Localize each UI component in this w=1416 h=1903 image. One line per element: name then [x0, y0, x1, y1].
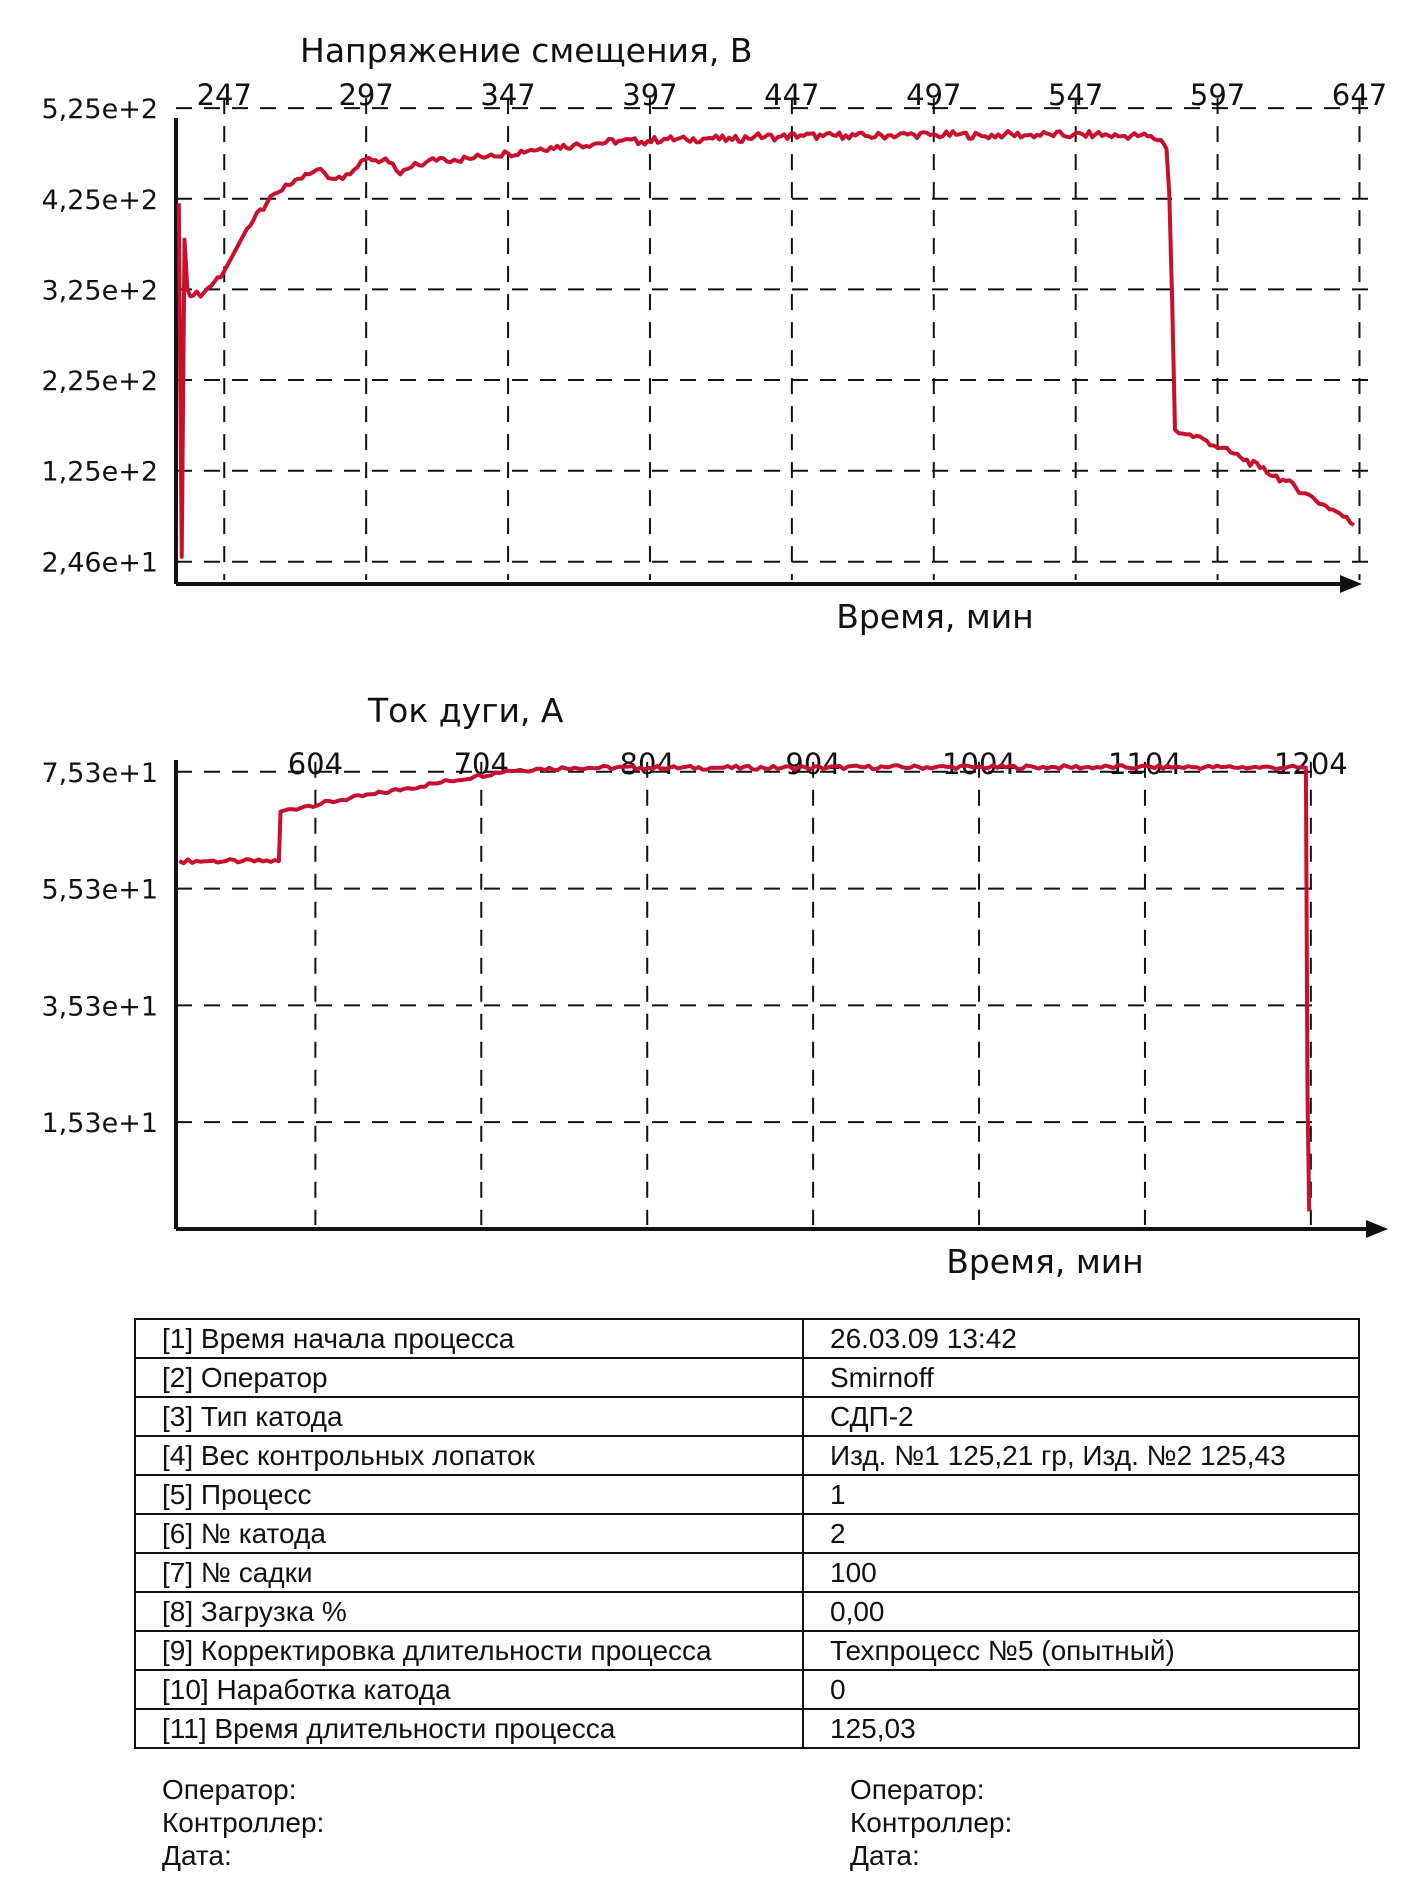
- row-value: Smirnoff: [803, 1358, 1359, 1397]
- row-value: СДП-2: [803, 1397, 1359, 1436]
- x-tick-label: 397: [622, 78, 678, 112]
- row-label: [11] Время длительности процесса: [135, 1709, 803, 1748]
- table-row: [135, 1358, 1359, 1397]
- table-row: [135, 1670, 1359, 1709]
- operator-label: Оператор:: [162, 1774, 297, 1805]
- table-row: [135, 1319, 1359, 1358]
- x-tick-label: 547: [1047, 78, 1104, 112]
- x-tick-label: 1004: [942, 747, 1016, 781]
- controller-label: Контроллер:: [162, 1807, 325, 1838]
- row-value: Изд. №1 125,21 гр, Изд. №2 125,43: [803, 1436, 1359, 1475]
- table-row: [135, 1514, 1359, 1553]
- y-tick-label: 3,25e+2: [41, 275, 158, 307]
- x-tick-label: 597: [1189, 78, 1246, 112]
- chart-title: Напряжение смещения, В: [300, 31, 753, 70]
- x-tick-label: 347: [480, 78, 536, 112]
- y-tick-label: 7,53e+1: [41, 757, 158, 789]
- table-row: [135, 1709, 1359, 1748]
- x-tick-label: 1204: [1273, 747, 1348, 781]
- process-info-table: [134, 1318, 1360, 1749]
- table-row: [135, 1436, 1359, 1475]
- row-label: [5] Процесс: [135, 1475, 803, 1514]
- row-label: [8] Загрузка %: [135, 1592, 803, 1631]
- chart-title: Ток дуги, А: [368, 691, 564, 730]
- y-tick-label: 2,46e+1: [41, 547, 158, 579]
- x-tick-label: 804: [619, 747, 675, 781]
- x-axis-label: Время, мин: [946, 1242, 1144, 1281]
- row-label: [9] Корректировка длительности процесса: [135, 1631, 803, 1670]
- x-tick-label: 497: [906, 78, 962, 112]
- table-row: [135, 1592, 1359, 1631]
- row-label: [10] Наработка катода: [135, 1670, 803, 1709]
- x-tick-label: 604: [287, 747, 344, 781]
- y-tick-label: 1,25e+2: [41, 456, 158, 488]
- table-row: [135, 1475, 1359, 1514]
- bias-voltage-chart: [0, 0, 1416, 660]
- x-tick-label: 904: [785, 747, 841, 781]
- x-tick-label: 1104: [1108, 747, 1182, 781]
- table-row: [135, 1397, 1359, 1436]
- x-tick-label: 647: [1331, 78, 1388, 112]
- y-tick-label: 1,53e+1: [41, 1108, 158, 1140]
- row-value: 0: [803, 1670, 1359, 1709]
- row-value: 125,03: [803, 1709, 1359, 1748]
- controller-label: Контроллер:: [850, 1807, 1013, 1838]
- x-tick-label: 447: [764, 78, 820, 112]
- table-row: [135, 1631, 1359, 1670]
- row-label: [6] № катода: [135, 1514, 803, 1553]
- y-tick-label: 5,53e+1: [41, 874, 158, 906]
- signature-block-right: [850, 1773, 1012, 1872]
- x-axis-label: Время, мин: [836, 597, 1034, 636]
- x-tick-label: 247: [196, 78, 252, 112]
- arc-current-chart: [0, 680, 1416, 1300]
- row-label: [7] № садки: [135, 1553, 803, 1592]
- row-value: 2: [803, 1514, 1359, 1553]
- x-axis-arrow: [1366, 1220, 1388, 1238]
- row-label: [3] Тип катода: [135, 1397, 803, 1436]
- row-value: Техпроцесс №5 (опытный): [803, 1631, 1359, 1670]
- y-tick-label: 4,25e+2: [41, 184, 158, 216]
- date-label: Дата:: [162, 1840, 232, 1871]
- operator-label: Оператор:: [850, 1774, 985, 1805]
- series-line: [179, 131, 1354, 557]
- date-label: Дата:: [850, 1840, 920, 1871]
- signature-block-left: [162, 1773, 324, 1872]
- row-value: 26.03.09 13:42: [803, 1319, 1359, 1358]
- series-line: [179, 765, 1309, 1211]
- y-tick-label: 3,53e+1: [41, 991, 158, 1023]
- y-tick-label: 5,25e+2: [41, 94, 158, 126]
- table-row: [135, 1553, 1359, 1592]
- row-label: [1] Время начала процесса: [135, 1319, 803, 1358]
- x-tick-label: 704: [453, 747, 509, 781]
- row-label: [4] Вес контрольных лопаток: [135, 1436, 803, 1475]
- y-tick-label: 2,25e+2: [41, 366, 158, 398]
- row-label: [2] Оператор: [135, 1358, 803, 1397]
- row-value: 100: [803, 1553, 1359, 1592]
- row-value: 0,00: [803, 1592, 1359, 1631]
- row-value: 1: [803, 1475, 1359, 1514]
- x-tick-label: 297: [338, 78, 394, 112]
